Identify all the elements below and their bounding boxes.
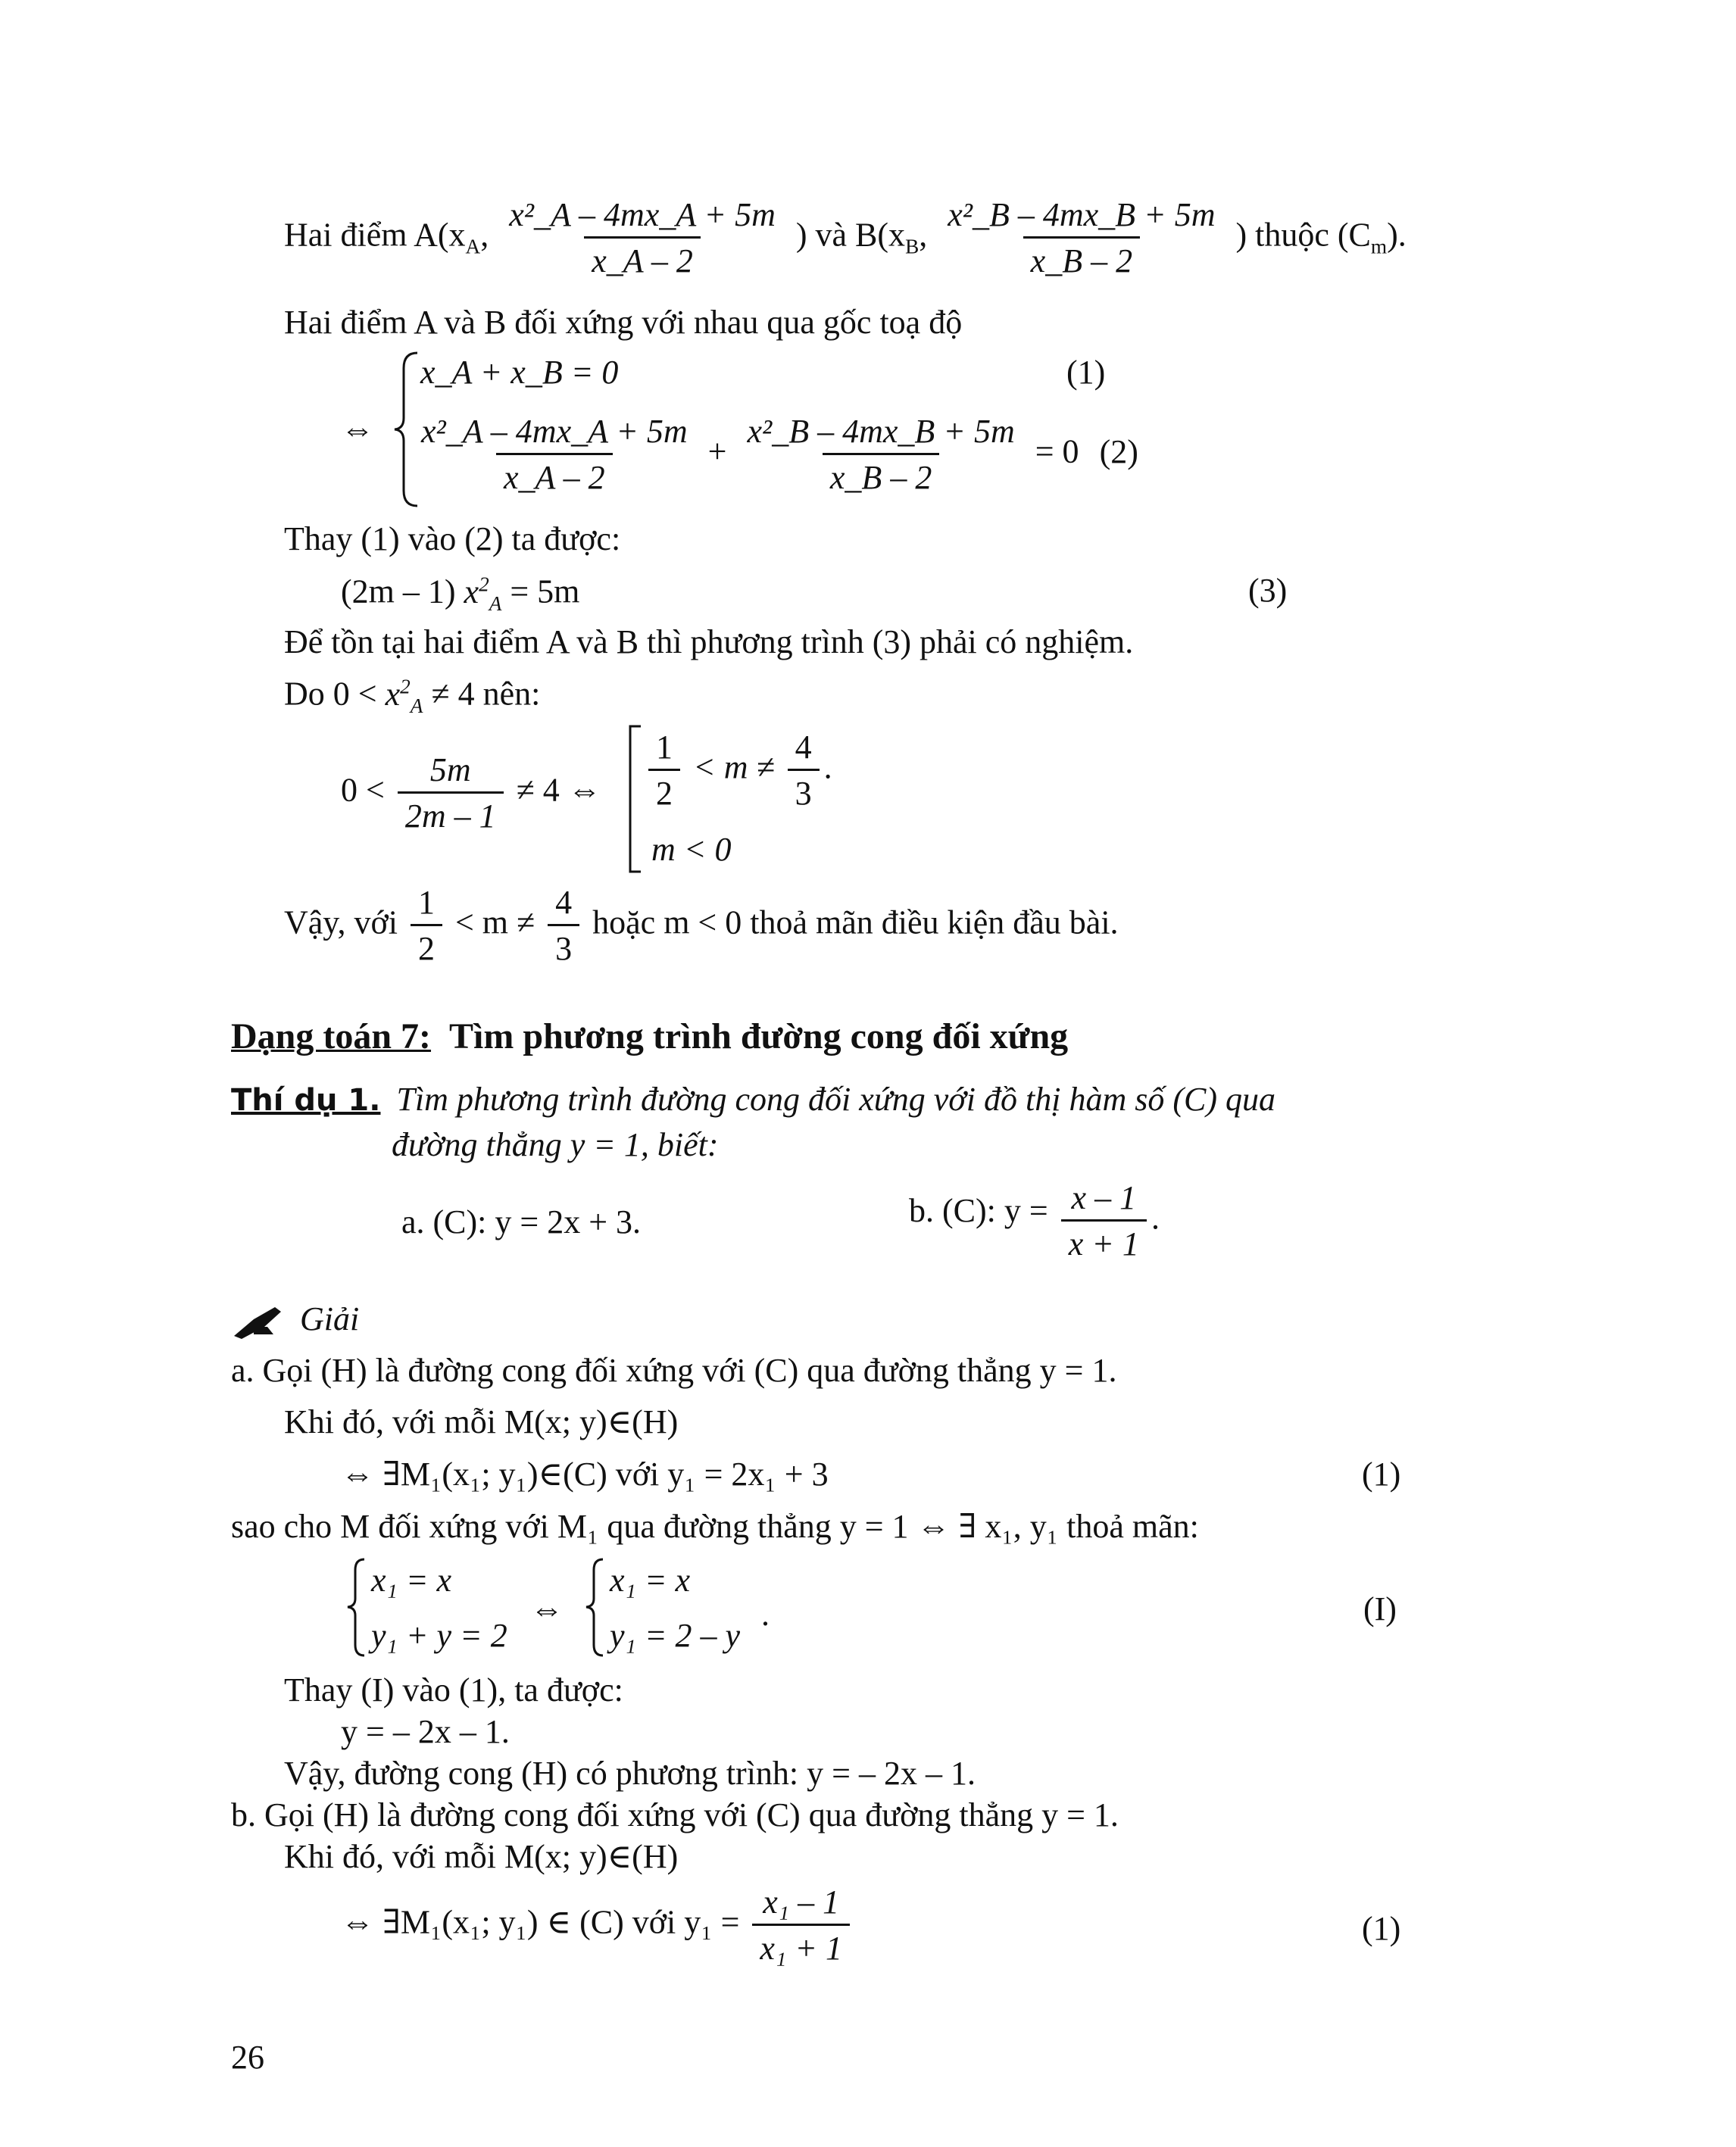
fraction-B (940, 198, 1222, 278)
part-a-line-7: Vậy, đường cong (H) có phương trình: y = – 2x – 1. (284, 1755, 976, 1792)
line-conclusion (284, 886, 1119, 966)
line-condition (284, 676, 540, 716)
subscript: m (1370, 235, 1388, 258)
equation-tag-1: (1) (1066, 354, 1106, 391)
part-b-line-1: b. Gọi (H) là đường cong đối xứng với (C) qua đường thẳng y = 1. (231, 1796, 1119, 1833)
page-number: 26 (231, 2039, 264, 2076)
part-b-line-2: Khi đó, với mỗi M(x; y)∈(H) (284, 1838, 679, 1875)
system3-row1: x₁ = x (610, 1562, 691, 1599)
fraction-numerator: 1 (417, 884, 435, 921)
fraction-four-thirds (788, 731, 820, 810)
heading-title: Tìm phương trình đường cong đối xứng (449, 1016, 1069, 1056)
fraction-numerator: 4 (555, 884, 573, 921)
left-brace (583, 1556, 606, 1659)
system-tag-I: (I) (1363, 1590, 1397, 1627)
text: < m ≠ (693, 748, 775, 786)
fraction-x1 (752, 1883, 850, 1967)
example-line-2: đường thẳng y = 1, biết: (392, 1126, 719, 1163)
text: < m ≠ (454, 903, 535, 941)
fraction-numerator: x²_A – 4mx_A + 5m (421, 413, 688, 450)
part-a-line-2: Khi đó, với mỗi M(x; y)∈(H) (284, 1403, 679, 1440)
solution-header (231, 1300, 360, 1340)
fraction-numerator: 5m (429, 751, 471, 788)
fraction-A (501, 198, 783, 278)
writing-hand-icon (231, 1304, 284, 1340)
fraction-5m (398, 751, 504, 835)
period: . (761, 1596, 770, 1633)
fraction-numerator: x – 1 (1071, 1179, 1137, 1216)
equation-tag-3: (3) (1248, 572, 1288, 609)
line-substitute: Thay (1) vào (2) ta được: (284, 520, 621, 557)
fraction-denominator: 3 (548, 924, 579, 966)
subscript: B (905, 235, 920, 258)
text: = 5m (510, 573, 580, 610)
fraction-denominator: x_A – 2 (584, 236, 701, 278)
text: ⇔ ∃M₁(x₁; y₁) ∈ (C) với y₁ = (341, 1903, 740, 1941)
fraction-denominator: x + 1 (1061, 1219, 1147, 1261)
line-equation-3 (341, 574, 579, 614)
fraction-denominator: 2m – 1 (398, 791, 504, 833)
line-points-A-B: Hai điểm $A(x_A$, $\frac{\text{x²\_A – 4mx\_A + 5m}}{x\_A - 2}$ ) và $B(x_B$, $\frac{\text{x²\_B – 4mx\_B + 5m}}{x\_B - 2}$ ) thuộc $(C_m)$. (284, 196, 1407, 279)
text: ). (1387, 216, 1407, 254)
fraction-x (1061, 1181, 1147, 1261)
text: b. (C): y = (909, 1191, 1048, 1229)
part-a-line-1: a. Gọi (H) là đường cong đối xứng với (C) qua đường thẳng y = 1. (231, 1352, 1117, 1389)
text: ≠ 4 nên: (431, 675, 541, 713)
section-heading (231, 1016, 1069, 1056)
line-existence: Để tồn tại hai điểm A và B thì phương trình (3) phải có nghiệm. (284, 623, 1134, 660)
equation-tag-1: (1) (1362, 1456, 1401, 1493)
plus-sign: + (707, 432, 727, 470)
option-b: b. (C): y = $\frac{x - 1}{x + 1}$ . (909, 1179, 1160, 1262)
fraction-denominator: x_B – 2 (1023, 236, 1140, 278)
fraction-numerator: 1 (656, 729, 673, 766)
system2-row1: x₁ = x (371, 1562, 452, 1599)
example-line-1 (231, 1083, 1275, 1116)
example-text: Tìm phương trình đường cong đối xứng với đồ thị hàm số (C) qua (396, 1081, 1275, 1118)
fraction-denominator: x₁ + 1 (752, 1924, 850, 1965)
equivalence-arrow: ⇔ (530, 1590, 564, 1627)
xA-squared: $x^2_A$ (464, 573, 502, 615)
fraction-denominator: 2 (648, 769, 680, 810)
fraction-numerator: x²_B – 4mx_B + 5m (948, 196, 1216, 233)
text: Do 0 < (284, 675, 377, 713)
system1-row2 (409, 415, 1138, 495)
text: = 0 (1035, 432, 1079, 470)
part-a-line-4: sao cho M đối xứng với M₁ qua đường thẳng y = 1 ⇔ ∃ x₁, y₁ thoả mãn: (231, 1508, 1199, 1545)
text: ≠ 4 ⇔ (516, 771, 601, 809)
option-a: a. (C): y = 2x + 3. (401, 1203, 642, 1240)
system2-row2: y₁ + y = 2 (371, 1617, 507, 1654)
fraction-four-thirds (548, 886, 579, 966)
fraction-denominator: x_B – 2 (823, 453, 939, 495)
line-symmetric-origin: Hai điểm A và B đối xứng với nhau qua gốc toạ độ (284, 304, 963, 341)
xA-squared: $x^2_A$ (385, 675, 423, 717)
part-a-line-5: Thay (I) vào (1), ta được: (284, 1671, 623, 1709)
case-2: m < 0 (651, 831, 732, 868)
fraction-denominator: 2 (411, 924, 442, 966)
text: 0 < (341, 771, 385, 809)
equivalence-arrow: ⇔ (341, 410, 374, 448)
text: Hai điểm A(x (284, 216, 466, 254)
fraction-numerator: 4 (795, 729, 812, 766)
example-label: Thí dụ 1. (231, 1083, 381, 1118)
fraction-half (411, 886, 442, 966)
solution-label: Giải (300, 1300, 360, 1337)
left-brace (345, 1556, 367, 1659)
equation-tag-1: (1) (1362, 1910, 1401, 1947)
fraction-B (739, 415, 1022, 495)
text: ) và B(x (795, 216, 906, 254)
fraction-half (648, 731, 680, 810)
fraction-denominator: 3 (788, 769, 820, 810)
left-bracket (626, 723, 644, 875)
text: ) thuộc (C (1235, 216, 1371, 254)
inequality (341, 751, 601, 835)
fraction-numerator: x²_A – 4mx_A + 5m (509, 196, 776, 233)
case-1: $\frac{1}{2}$ < m ≠ $\frac{4}{3}$ . (644, 731, 832, 810)
system3-row2: y₁ = 2 – y (610, 1617, 741, 1654)
heading-label: Dạng toán 7: (231, 1016, 432, 1056)
system1-row1: x_A + x_B = 0 (420, 354, 619, 391)
part-b-line-3 (341, 1883, 854, 1967)
fraction-A (414, 415, 695, 495)
part-a-line-6: y = – 2x – 1. (341, 1713, 510, 1750)
fraction-denominator: x_A – 2 (496, 453, 613, 495)
text: Vậy, với (284, 903, 398, 941)
subscript: A (465, 235, 481, 258)
part-a-line-3: ⇔ ∃M₁(x₁; y₁)∈(C) với y₁ = 2x₁ + 3 (341, 1456, 829, 1493)
fraction-numerator: x₁ – 1 (763, 1883, 840, 1921)
fraction-numerator: x²_B – 4mx_B + 5m (747, 413, 1015, 450)
equation-tag-2: (2) (1099, 432, 1138, 470)
text: (2m – 1) (341, 573, 456, 610)
text: hoặc m < 0 thoả mãn điều kiện đầu bài. (592, 903, 1119, 941)
